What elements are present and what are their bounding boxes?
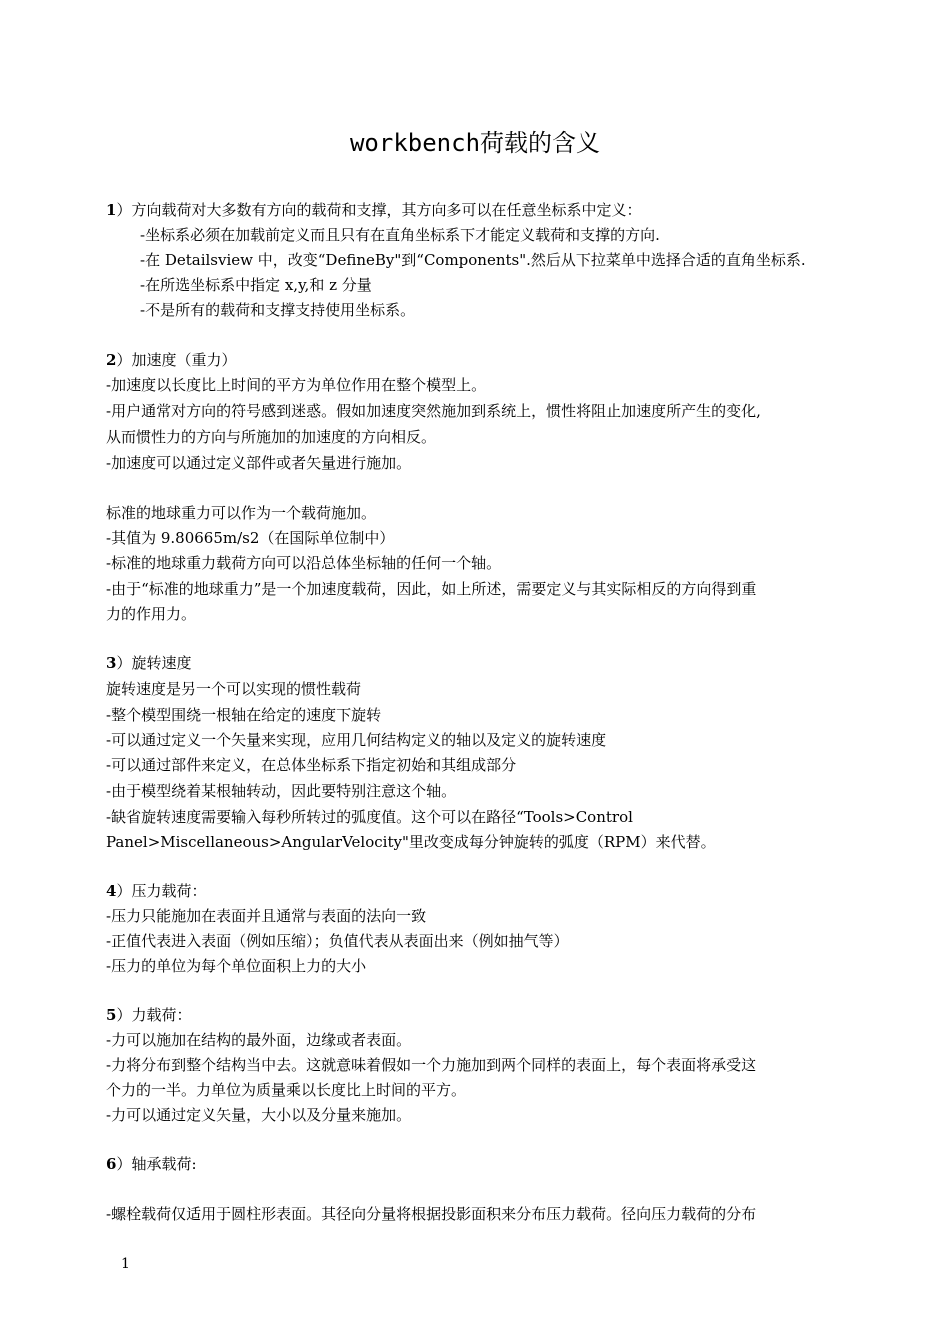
- body-line: -用户通常对方向的符号感到迷惑。假如加速度突然施加到系统上，惯性将阻止加速度所产生的变化,: [106, 402, 761, 420]
- body-line: -由于“标准的地球重力”是一个加速度载荷，因此，如上所述，需要定义与其实际相反的方向得到重: [106, 580, 757, 598]
- section-number: 3: [106, 654, 117, 672]
- body-line: -坐标系必须在加载前定义而且只有在直角坐标系下才能定义载荷和支撑的方向.: [140, 226, 660, 244]
- section-number: 2: [106, 351, 117, 369]
- page-title: workbench荷载的含义: [349, 129, 601, 157]
- section-number: 1: [106, 201, 117, 219]
- body-line: -其值为 9.80665m/s2（在国际单位制中）: [106, 529, 395, 547]
- section-number: 6: [106, 1155, 117, 1173]
- body-line: 个力的一半。力单位为质量乘以长度比上时间的平方。: [106, 1081, 467, 1099]
- page-number: 1: [121, 1256, 130, 1272]
- body-line: -加速度可以通过定义部件或者矢量进行施加。: [106, 454, 412, 472]
- body-line: 旋转速度是另一个可以实现的惯性载荷: [106, 680, 362, 698]
- body-line: -不是所有的载荷和支撑支持使用坐标系。: [140, 301, 416, 319]
- body-line: -在所选坐标系中指定 x,y,和 z 分量: [140, 276, 372, 294]
- section-number: 5: [106, 1006, 117, 1024]
- section-heading-text: ）力载荷：: [116, 1006, 192, 1024]
- section-heading: [106, 652, 191, 674]
- body-line: 从而惯性力的方向与所施加的加速度的方向相反。: [106, 428, 437, 446]
- body-line: -加速度以长度比上时间的平方为单位作用在整个模型上。: [106, 376, 487, 394]
- section-heading-text: ）方向载荷对大多数有方向的载荷和支撑，其方向多可以在任意坐标系中定义：: [116, 201, 642, 219]
- body-line: -正值代表进入表面（例如压缩）；负值代表从表面出来（例如抽气等）: [106, 932, 569, 950]
- body-line: -缺省旋转速度需要输入每秒所转过的弧度值。这个可以在路径“Tools>Control: [106, 808, 633, 826]
- body-line: -可以通过部件来定义，在总体坐标系下指定初始和其组成部分: [106, 756, 517, 774]
- section-number: 4: [106, 882, 117, 900]
- body-line: -力可以通过定义矢量，大小以及分量来施加。: [106, 1106, 412, 1124]
- section-heading-text: ）加速度（重力）: [116, 351, 237, 369]
- section-heading: [106, 199, 641, 221]
- section-heading: [106, 1004, 191, 1026]
- body-line: -由于模型绕着某根轴转动，因此要特别注意这个轴。: [106, 782, 457, 800]
- body-line: -压力只能施加在表面并且通常与表面的法向一致: [106, 907, 427, 925]
- body-line: -力可以施加在结构的最外面，边缘或者表面。: [106, 1031, 412, 1049]
- body-line: 标准的地球重力可以作为一个载荷施加。: [106, 504, 377, 522]
- body-line: -整个模型围绕一根轴在给定的速度下旋转: [106, 706, 382, 724]
- section-heading-text: ）旋转速度: [116, 654, 192, 672]
- section-heading-text: ）轴承载荷:: [116, 1155, 197, 1173]
- body-line: -压力的单位为每个单位面积上力的大小: [106, 957, 367, 975]
- section-heading: [106, 880, 206, 902]
- section-heading-text: ）压力载荷：: [116, 882, 207, 900]
- body-line: -在 Detailsview 中，改变“DefineBy"到“Components".然后从下拉菜单中选择合适的直角坐标系.: [140, 251, 806, 269]
- section-heading: [106, 349, 236, 371]
- section-heading: [106, 1153, 197, 1175]
- body-line: -可以通过定义一个矢量来实现，应用几何结构定义的轴以及定义的旋转速度: [106, 731, 607, 749]
- body-line: Panel>Miscellaneous>AngularVelocity"里改变成每分钟旋转的弧度（RPM）来代替。: [106, 833, 716, 851]
- body-line: -力将分布到整个结构当中去。这就意味着假如一个力施加到两个同样的表面上，每个表面将承受这: [106, 1056, 757, 1074]
- body-line: -标准的地球重力载荷方向可以沿总体坐标轴的任何一个轴。: [106, 554, 502, 572]
- body-line: -螺栓载荷仅适用于圆柱形表面。其径向分量将根据投影面积来分布压力载荷。径向压力载荷的分布: [106, 1205, 757, 1223]
- body-line: 力的作用力。: [106, 605, 197, 623]
